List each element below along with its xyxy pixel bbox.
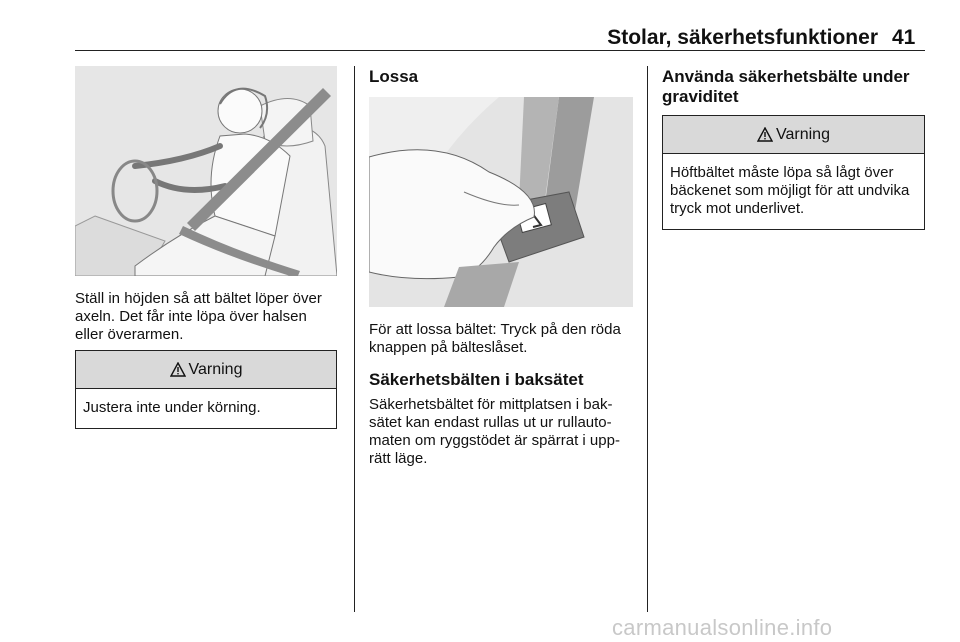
warning-header <box>76 351 336 389</box>
warning-heading: Varning <box>188 360 243 378</box>
warning-header <box>663 116 924 154</box>
page-number: 41 <box>892 26 916 49</box>
warning-box-pregnancy <box>662 115 925 230</box>
release-instructions: För att lossa bältet: Tryck på den röda knappen på bälteslåset. <box>369 321 621 356</box>
column-right <box>662 66 925 230</box>
column-left <box>75 66 337 429</box>
column-middle <box>369 66 633 468</box>
section-heading-rear-seat: Säkerhetsbälten i baksätet <box>369 370 584 389</box>
column-divider-right <box>647 66 648 612</box>
warning-triangle-icon <box>757 127 773 142</box>
page-header-title: Stolar, säkerhetsfunktioner <box>607 26 878 49</box>
warning-heading: Varning <box>776 125 830 143</box>
warning-text: Justera inte under körning. <box>83 399 261 416</box>
warning-triangle-icon <box>170 362 186 377</box>
column-divider-left <box>354 66 355 612</box>
header-rule <box>75 50 925 51</box>
warning-box-adjust <box>75 350 337 429</box>
warning-text: Höftbältet måste löpa så lågt över bäckenet som möjligt för att undvika tryck mot underlivet. <box>670 164 910 217</box>
seatbelt-driver-illustration <box>75 66 337 276</box>
watermark: carmanualsonline.info <box>612 615 833 640</box>
buckle-release-illustration <box>369 97 633 307</box>
section-heading-pregnancy: Använda säkerhetsbälte under graviditet <box>662 67 910 106</box>
rear-seat-belt-text: Säkerhetsbältet för mittplatsen i baksätet kan endast rullas ut ur rullautomaten om ryggstödet är spärrat i upprätt läge. <box>369 396 620 467</box>
section-heading-release: Lossa <box>369 67 419 86</box>
seatbelt-height-instructions: Ställ in höjden så att bältet löper över axeln. Det får inte löpa över halsen eller överarmen. <box>75 290 322 343</box>
